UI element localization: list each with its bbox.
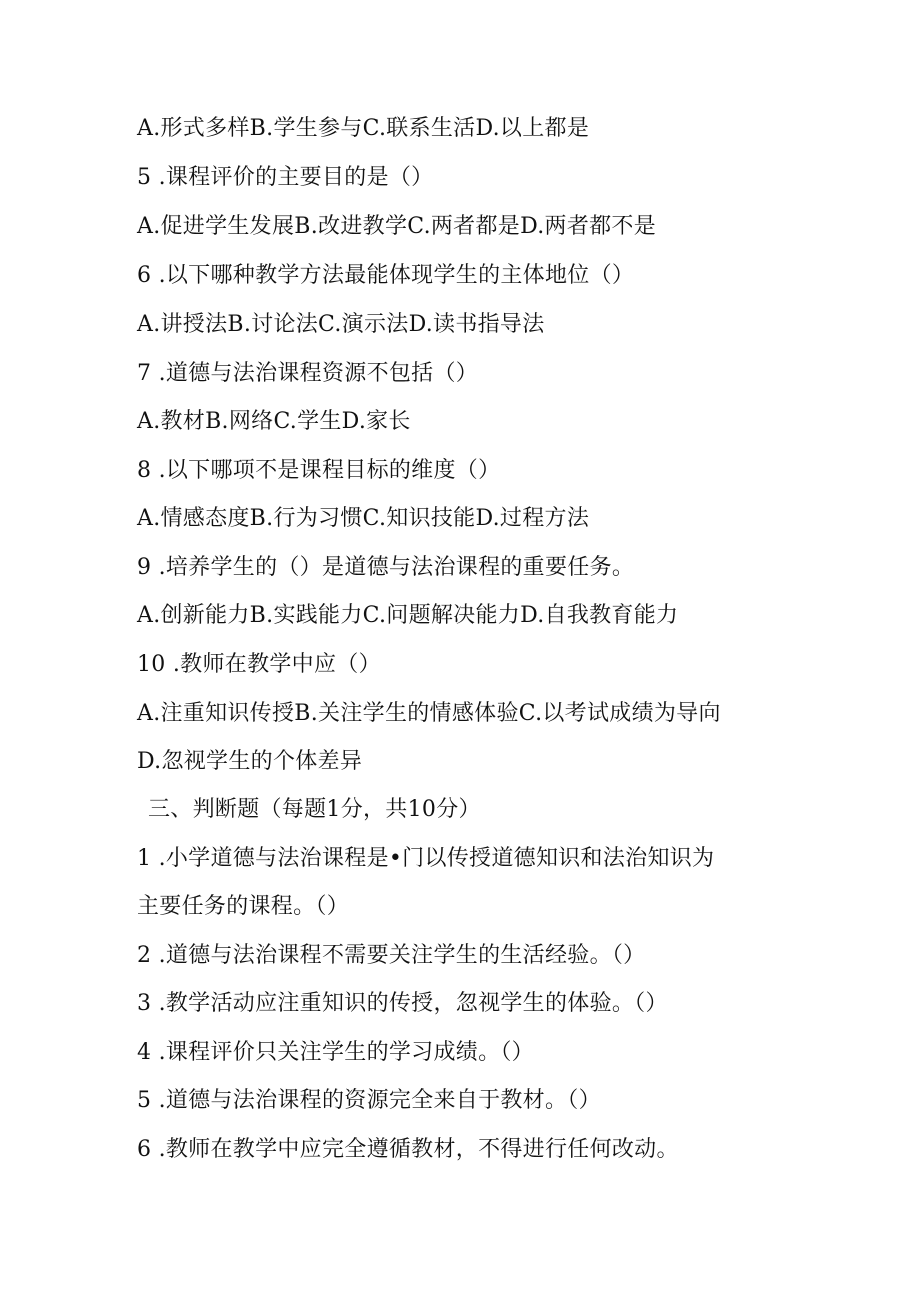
- tf1-line1: 1 .小学道德与法治课程是•门以传授道德知识和法治知识为: [137, 846, 715, 871]
- q9-options: A.创新能力B.实践能力C.问题解决能力D.自我教育能力: [137, 603, 679, 628]
- tf1-line2: 主要任务的课程。（）: [137, 894, 350, 919]
- q10-question: 10 .教师在教学中应（）: [137, 652, 381, 677]
- q4-options: A.形式多样B.学生参与C.联系生活D.以上都是: [137, 116, 590, 141]
- q7-options: A.教材B.网络C.学生D.家长: [137, 409, 411, 434]
- tf6: 6 .教师在教学中应完全遵循教材，不得进行任何改动。: [137, 1137, 679, 1162]
- section-heading-true-false: 三、判断题（每题1分，共10分）: [148, 797, 481, 822]
- tf2: 2 .道德与法治课程不需要关注学生的生活经验。（）: [137, 943, 646, 968]
- q6-options: A.讲授法B.讨论法C.演示法D.读书指导法: [137, 312, 545, 337]
- tf5: 5 .道德与法治课程的资源完全来自于教材。（）: [137, 1088, 601, 1113]
- q10-options-line2: D.忽视学生的个体差异: [137, 749, 363, 774]
- q5-question: 5 .课程评价的主要目的是（）: [137, 165, 434, 190]
- tf3: 3 .教学活动应注重知识的传授，忽视学生的体验。（）: [137, 991, 668, 1016]
- q10-options-line1: A.注重知识传授B.关注学生的情感体验C.以考试成绩为导向: [137, 701, 721, 726]
- q8-question: 8 .以下哪项不是课程目标的维度（）: [137, 458, 501, 483]
- q6-question: 6 .以下哪种教学方法最能体现学生的主体地位（）: [137, 263, 635, 288]
- q5-options: A.促进学生发展B.改进教学C.两者都是D.两者都不是: [137, 214, 657, 239]
- tf4: 4 .课程评价只关注学生的学习成绩。（）: [137, 1040, 534, 1065]
- q9-question: 9 .培养学生的（）是道德与法治课程的重要任务。: [137, 555, 635, 580]
- q7-question: 7 .道德与法治课程资源不包括（）: [137, 361, 479, 386]
- q8-options: A.情感态度B.行为习惯C.知识技能D.过程方法: [137, 506, 590, 531]
